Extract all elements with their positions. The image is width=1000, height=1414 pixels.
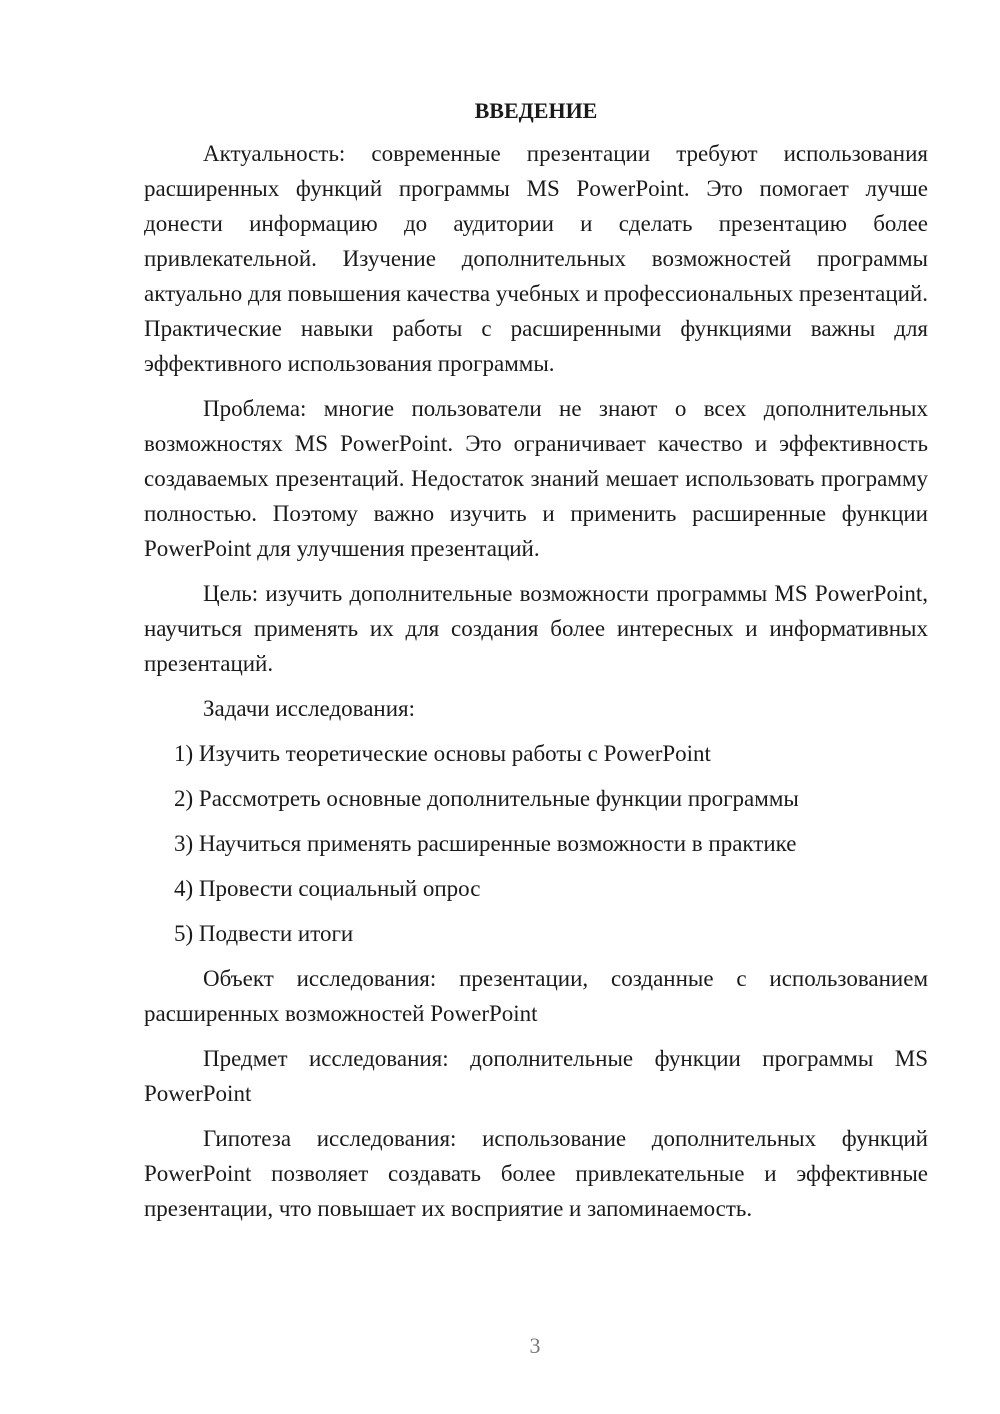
relevance-paragraph: Актуальность: современные презентации требуют использования расширенных функций программы MS PowerPoint. Это помогает лучше донести информацию до аудитории и сделать презентацию более привлекательной. Изучение дополнительных возможностей программы актуально для повышения качества учебных и профессиональных презентаций. Практические навыки работы с расширенными функциями важны для эффективного использования программы. bbox=[144, 141, 928, 376]
goal-paragraph: Цель: изучить дополнительные возможности программы MS PowerPoint, научиться применять их для создания более интересных и информативных презентаций. bbox=[144, 581, 928, 676]
hypothesis-paragraph: Гипотеза исследования: использование дополнительных функций PowerPoint позволяет создавать более привлекательные и эффективные презентации, что повышает их восприятие и запоминаемость. bbox=[144, 1126, 928, 1221]
subject-paragraph: Предмет исследования: дополнительные функции программы MS PowerPoint bbox=[144, 1046, 928, 1106]
task-item-5: 5) Подвести итоги bbox=[174, 921, 354, 946]
tasks-heading: Задачи исследования: bbox=[203, 696, 416, 721]
problem-paragraph: Проблема: многие пользователи не знают о всех дополнительных возможностях MS PowerPoint. Это ограничивает качество и эффективность создаваемых презентаций. Недостаток знаний мешает использовать программу полностью. Поэтому важно изучить и применить расширенные функции PowerPoint для улучшения презентаций. bbox=[144, 396, 928, 561]
section-title: ВВЕДЕНИЕ bbox=[474, 98, 598, 123]
task-item-4: 4) Провести социальный опрос bbox=[174, 876, 481, 901]
object-paragraph: Объект исследования: презентации, созданные с использованием расширенных возможностей PowerPoint bbox=[144, 966, 928, 1026]
document-page bbox=[144, 96, 928, 1236]
page-number: 3 bbox=[529, 1333, 541, 1358]
tasks-list bbox=[144, 736, 928, 951]
task-item-3: 3) Научиться применять расширенные возможности в практике bbox=[174, 831, 797, 856]
task-item-2: 2) Рассмотреть основные дополнительные функции программы bbox=[174, 786, 799, 811]
task-item-1: 1) Изучить теоретические основы работы с PowerPoint bbox=[174, 741, 711, 766]
